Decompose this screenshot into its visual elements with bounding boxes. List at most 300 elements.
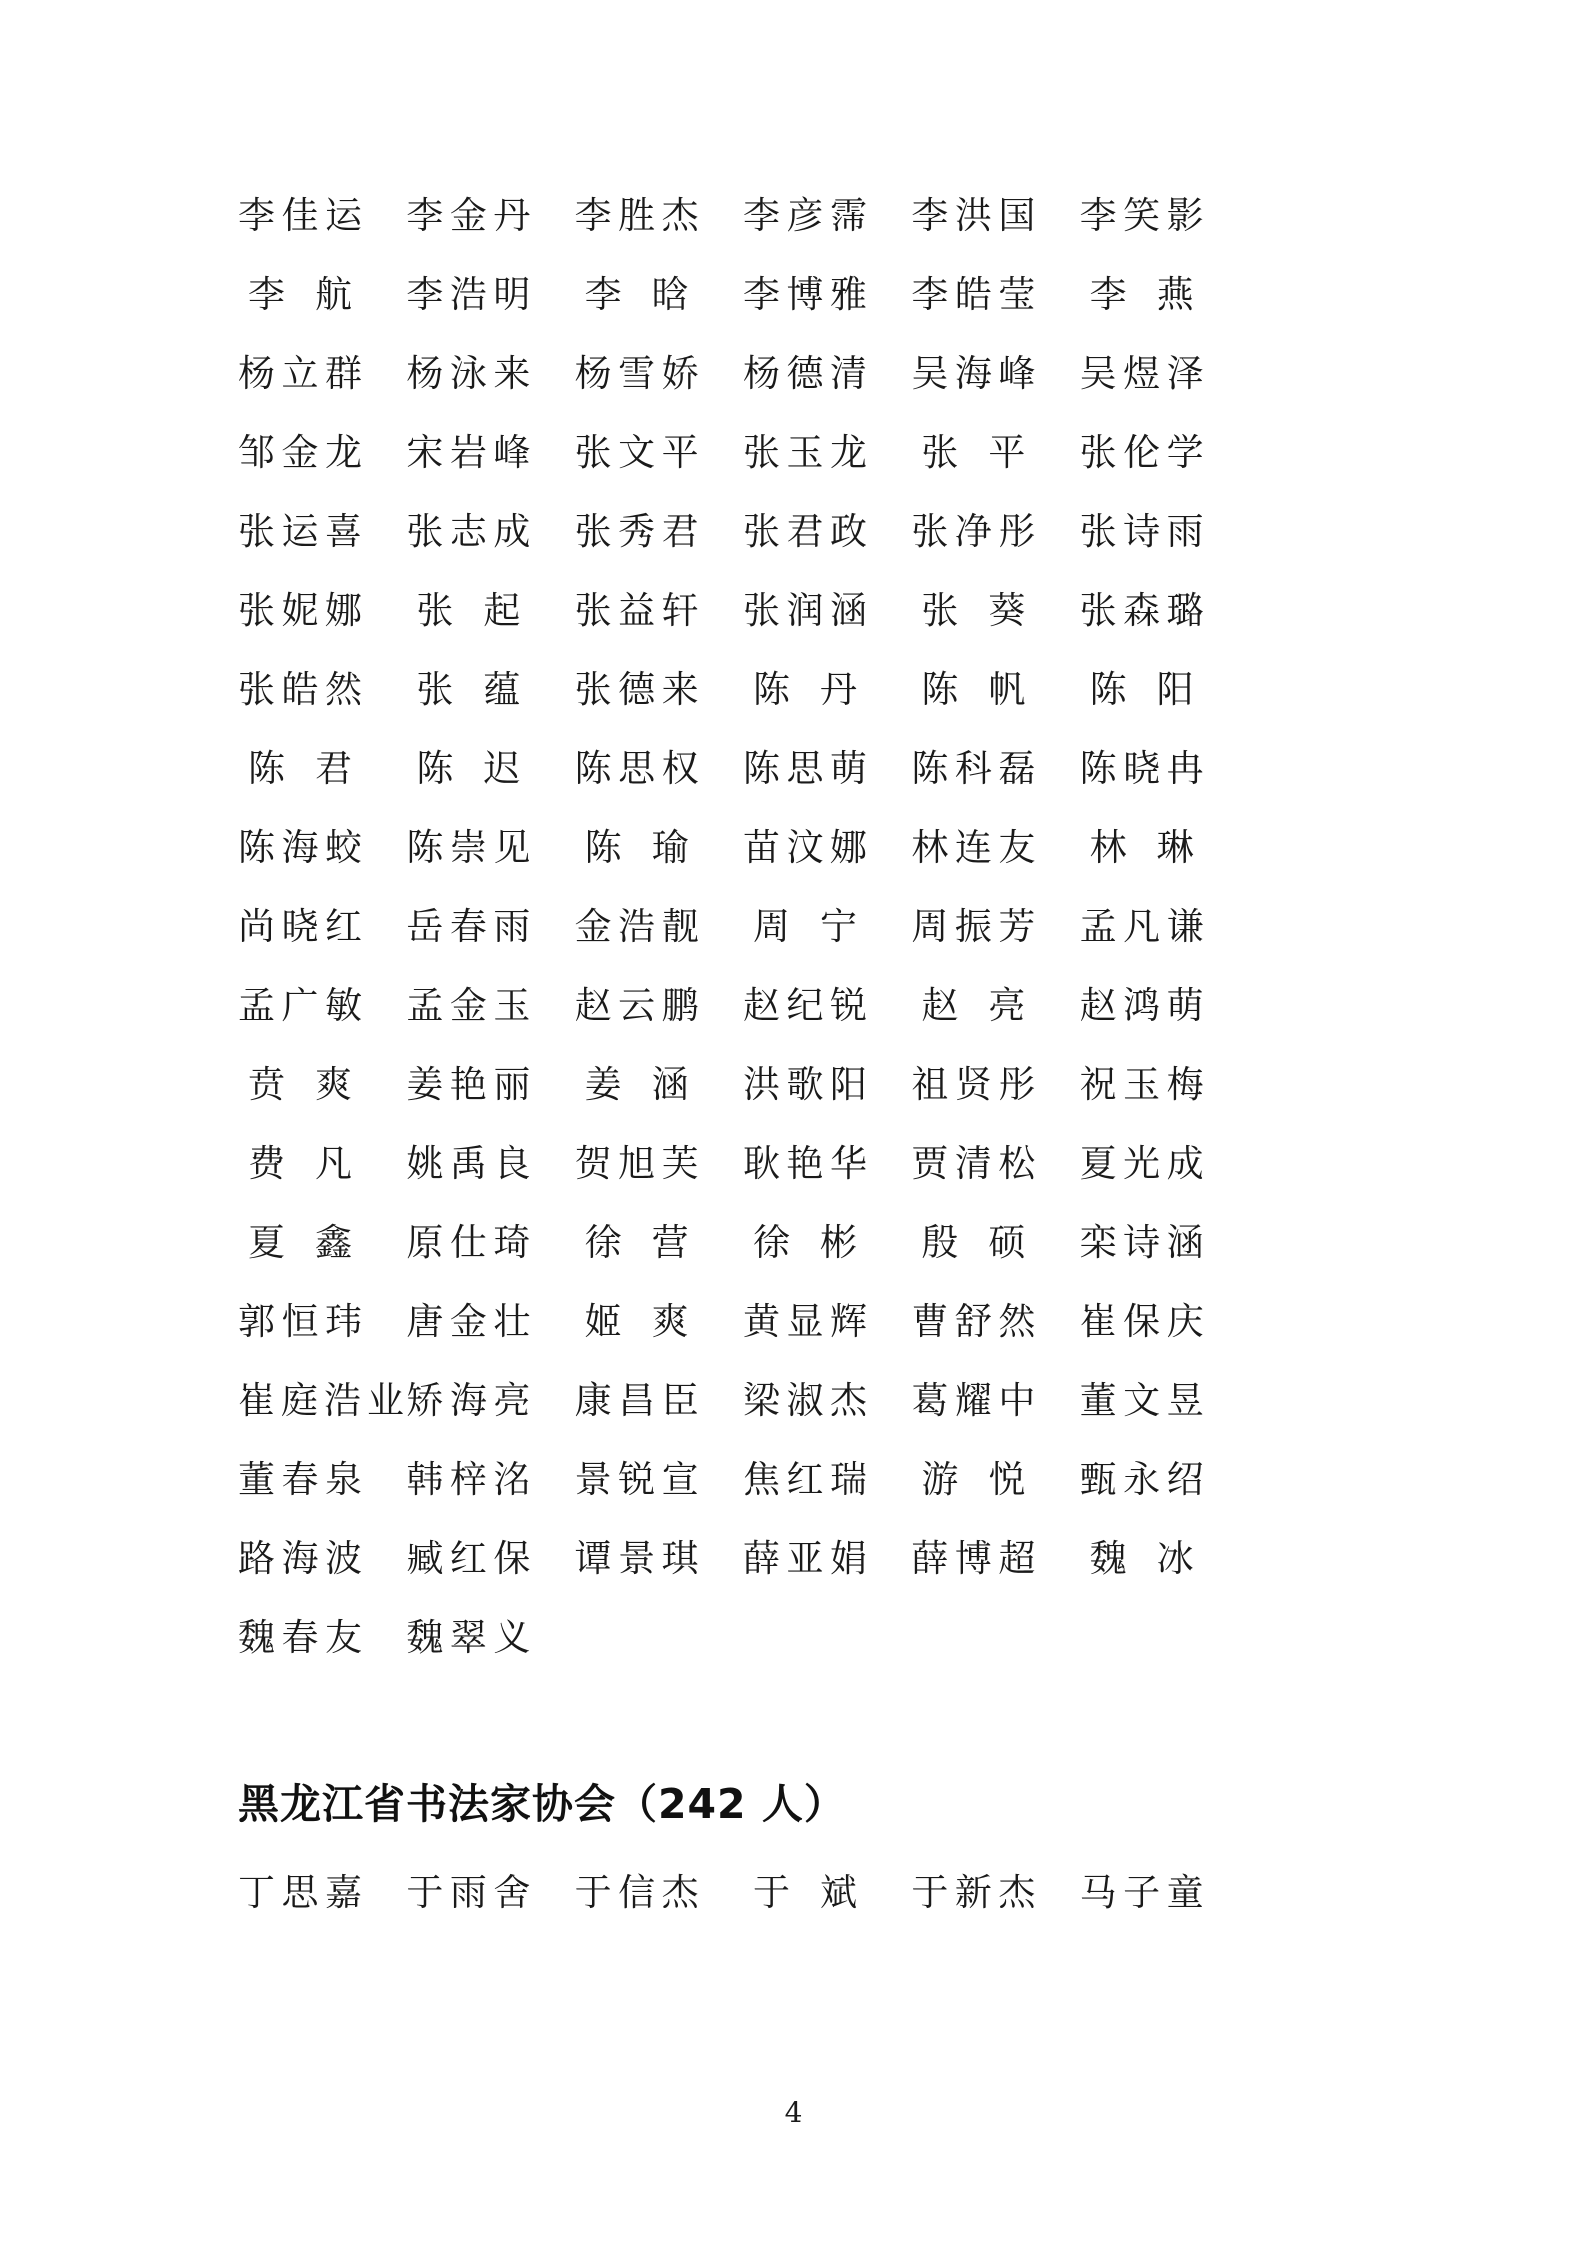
name-cell [1080,413,1248,492]
name-grid-association [238,1853,1248,1932]
name-cell [575,1440,743,1519]
name-char: 彦 [786,194,824,237]
name-char: 玉 [786,431,824,474]
name-char: 郭 [238,1300,275,1343]
name-char: 振 [954,905,992,948]
name-cell [406,1519,574,1598]
name-char: 于 [911,1871,949,1914]
name-char: 雪 [618,352,656,395]
name-cell [911,1519,1079,1598]
name-cell [238,1598,406,1677]
name-char: 明 [493,273,531,316]
name-cell [911,1203,1079,1282]
name-char: 涵 [1166,1221,1204,1264]
name-cell [406,1440,574,1519]
name-char: 邹 [238,431,275,474]
name-char: 董 [1079,1379,1117,1422]
name-char: 起 [483,589,521,632]
name-char: 杰 [998,1871,1036,1914]
name-cell [238,1203,406,1282]
name-cell [575,966,743,1045]
name-char: 赵 [921,984,959,1027]
name-char: 丽 [493,1063,531,1106]
name-char: 张 [574,589,612,632]
name-char: 吴 [911,352,949,395]
name-cell [743,1440,911,1519]
name-char: 涵 [651,1063,689,1106]
name-char: 蕴 [483,668,521,711]
name-char: 陈 [742,747,780,790]
name-char: 春 [449,905,487,948]
name-char: 友 [998,826,1036,869]
name-char: 舍 [493,1871,531,1914]
name-char: 昌 [618,1379,656,1422]
name-char: 德 [618,668,656,711]
name-char: 赵 [1079,984,1117,1027]
name-char: 臣 [661,1379,699,1422]
name-char: 绍 [1166,1458,1204,1501]
name-char: 红 [786,1458,824,1501]
name-char: 峰 [998,352,1036,395]
name-char: 保 [1123,1300,1161,1343]
name-cell [1080,1519,1248,1598]
name-char: 超 [998,1537,1036,1580]
name-cell [575,255,743,334]
name-char: 娜 [829,826,867,869]
name-char: 晗 [651,273,689,316]
name-char: 梓 [449,1458,487,1501]
name-char: 琳 [1156,826,1194,869]
name-char: 马 [1079,1871,1117,1914]
name-char: 立 [281,352,319,395]
name-cell [238,887,406,966]
name-char: 芳 [998,905,1036,948]
name-char: 红 [325,905,362,948]
name-char: 冉 [1166,747,1204,790]
name-char: 芙 [661,1142,699,1185]
name-char: 海 [281,826,319,869]
name-char: 唐 [406,1300,444,1343]
name-char: 杰 [661,1871,699,1914]
name-char: 恒 [281,1300,319,1343]
name-cell [575,808,743,887]
name-char: 子 [1123,1871,1161,1914]
name-char: 陈 [406,826,444,869]
name-cell [1080,1124,1248,1203]
name-char: 金 [574,905,612,948]
name-char: 梁 [742,1379,780,1422]
name-char: 阳 [1156,668,1194,711]
name-cell [238,1519,406,1598]
name-char: 影 [1166,194,1204,237]
name-char: 净 [954,510,992,553]
name-char: 鸿 [1123,984,1161,1027]
name-char: 于 [406,1871,444,1914]
name-char: 祝 [1079,1063,1117,1106]
name-char: 海 [449,1379,487,1422]
name-cell [406,650,574,729]
name-char: 悦 [988,1458,1026,1501]
name-char: 雅 [829,273,867,316]
name-cell [743,1853,911,1932]
name-char: 徐 [584,1221,622,1264]
name-char: 姜 [406,1063,444,1106]
name-char: 李 [1089,273,1127,316]
name-char: 来 [493,352,531,395]
name-char: 陈 [921,668,959,711]
name-char: 赵 [574,984,612,1027]
name-char: 娜 [325,589,362,632]
name-char: 焦 [742,1458,780,1501]
name-char: 新 [954,1871,992,1914]
name-char: 浩 [324,1379,361,1422]
name-char: 崔 [1079,1300,1117,1343]
name-cell [238,1124,406,1203]
name-char: 丹 [819,668,857,711]
name-char: 苗 [742,826,780,869]
name-cell [575,650,743,729]
name-char: 志 [449,510,487,553]
name-char: 涵 [829,589,867,632]
name-char: 姜 [584,1063,622,1106]
name-char: 陈 [1089,668,1127,711]
name-cell [406,1853,574,1932]
name-char: 陈 [238,826,275,869]
name-cell [1080,255,1248,334]
name-char: 贤 [954,1063,992,1106]
name-cell [1080,1203,1248,1282]
name-char: 陈 [416,747,454,790]
name-cell [575,1853,743,1932]
name-char: 诗 [1123,510,1161,553]
name-char: 义 [493,1616,531,1659]
name-cell [575,413,743,492]
name-char: 张 [416,589,454,632]
name-char: 张 [921,589,959,632]
name-char: 尚 [238,905,275,948]
name-char: 华 [829,1142,867,1185]
name-char: 宋 [406,431,444,474]
name-char: 森 [1123,589,1161,632]
name-cell [406,176,574,255]
name-char: 纪 [786,984,824,1027]
name-char: 李 [742,273,780,316]
name-char: 连 [954,826,992,869]
name-char: 杨 [574,352,612,395]
name-char: 原 [406,1221,444,1264]
name-char: 甄 [1079,1458,1117,1501]
name-char: 李 [406,194,444,237]
name-cell [743,887,911,966]
name-cell [238,1853,406,1932]
name-char: 翠 [449,1616,487,1659]
name-char: 萌 [829,747,867,790]
name-char: 魏 [406,1616,444,1659]
name-char: 丹 [493,194,531,237]
name-cell [406,1361,574,1440]
name-cell [911,255,1079,334]
name-cell [1080,1853,1248,1932]
name-cell [406,887,574,966]
name-char: 谦 [1166,905,1204,948]
name-char: 禹 [449,1142,487,1185]
name-cell [238,808,406,887]
name-char: 张 [574,510,612,553]
name-cell [911,571,1079,650]
name-char: 贲 [248,1063,285,1106]
name-char: 陈 [574,747,612,790]
name-char: 矫 [406,1379,444,1422]
name-char: 艳 [786,1142,824,1185]
name-char: 喜 [325,510,362,553]
name-char: 平 [661,431,699,474]
name-char: 迟 [483,747,521,790]
name-char: 松 [998,1142,1036,1185]
name-cell [575,176,743,255]
name-char: 张 [574,431,612,474]
name-char: 浩 [618,905,656,948]
name-char: 红 [449,1537,487,1580]
name-char: 宁 [819,905,857,948]
name-char: 徐 [752,1221,790,1264]
name-char: 臧 [406,1537,444,1580]
name-char: 祖 [911,1063,949,1106]
name-char: 魏 [1089,1537,1127,1580]
name-char: 群 [325,352,362,395]
name-char: 君 [786,510,824,553]
name-cell [1080,1045,1248,1124]
name-char: 笑 [1123,194,1161,237]
name-char: 琦 [493,1221,531,1264]
name-cell [406,571,574,650]
name-cell [743,571,911,650]
name-char: 阳 [829,1063,867,1106]
name-cell [575,1045,743,1124]
name-char: 李 [911,273,949,316]
name-cell [575,1203,743,1282]
name-cell [743,413,911,492]
name-char: 于 [752,1871,790,1914]
name-char: 玮 [325,1300,362,1343]
name-char: 张 [742,431,780,474]
name-char: 平 [988,431,1026,474]
name-cell [1080,808,1248,887]
name-char: 泳 [449,352,487,395]
name-char: 运 [281,510,319,553]
name-cell [238,1045,406,1124]
name-cell [406,729,574,808]
name-cell [406,334,574,413]
name-cell [911,887,1079,966]
name-cell [743,1045,911,1124]
name-char: 亮 [493,1379,531,1422]
name-cell [406,1282,574,1361]
name-char: 金 [449,194,487,237]
name-cell [575,334,743,413]
name-char: 张 [238,668,275,711]
name-char: 博 [954,1537,992,1580]
name-char: 来 [661,668,699,711]
name-char: 凡 [315,1142,352,1185]
name-char: 栾 [1079,1221,1117,1264]
name-cell [911,1045,1079,1124]
name-char: 岩 [449,431,487,474]
name-char: 李 [1079,194,1117,237]
name-char: 路 [238,1537,275,1580]
name-char: 亮 [988,984,1026,1027]
name-cell [911,413,1079,492]
name-char: 陈 [911,747,949,790]
name-char: 淑 [786,1379,824,1422]
name-char: 景 [574,1458,612,1501]
name-char: 孟 [238,984,275,1027]
name-char: 中 [998,1379,1036,1422]
name-char: 娇 [661,352,699,395]
name-cell [1080,729,1248,808]
name-char: 玉 [493,984,531,1027]
name-char: 诗 [1123,1221,1161,1264]
name-char: 广 [281,984,319,1027]
name-char: 陈 [752,668,790,711]
name-cell [1080,1282,1248,1361]
page-number: 4 [784,2096,803,2129]
name-cell [1080,1440,1248,1519]
name-char: 清 [829,352,867,395]
name-char: 亚 [786,1537,824,1580]
name-char: 崔 [238,1379,275,1422]
name-char: 营 [651,1221,689,1264]
name-char: 景 [618,1537,656,1580]
name-cell [743,176,911,255]
name-char: 博 [786,273,824,316]
name-cell [238,1440,406,1519]
name-cell [911,808,1079,887]
name-char: 光 [1123,1142,1161,1185]
name-char: 周 [911,905,949,948]
name-cell [743,966,911,1045]
name-char: 斌 [819,1871,857,1914]
name-char: 杨 [406,352,444,395]
name-cell [1080,1361,1248,1440]
name-char: 张 [574,668,612,711]
name-cell [743,1519,911,1598]
name-char: 壮 [493,1300,531,1343]
name-char: 李 [911,194,949,237]
name-cell [406,808,574,887]
name-char: 彬 [819,1221,857,1264]
name-char: 泉 [325,1458,362,1501]
name-char: 见 [493,826,531,869]
name-cell [743,1203,911,1282]
name-char: 秀 [618,510,656,553]
name-cell [743,255,911,334]
name-char: 于 [574,1871,612,1914]
name-char: 康 [574,1379,612,1422]
name-char: 洺 [493,1458,531,1501]
name-cell [406,1124,574,1203]
name-char: 旭 [618,1142,656,1185]
name-char: 夏 [248,1221,285,1264]
name-char: 权 [661,747,699,790]
name-char: 浩 [449,273,487,316]
name-cell [911,176,1079,255]
name-char: 清 [954,1142,992,1185]
name-char: 贾 [911,1142,949,1185]
name-cell [238,413,406,492]
name-char: 葵 [988,589,1026,632]
name-char: 韩 [406,1458,444,1501]
name-char: 爽 [315,1063,352,1106]
name-char: 张 [1079,431,1117,474]
name-char: 张 [742,510,780,553]
name-char: 金 [449,1300,487,1343]
name-char: 李 [584,273,622,316]
name-char: 航 [315,273,352,316]
name-char: 佳 [281,194,319,237]
name-cell [911,334,1079,413]
name-char: 赵 [742,984,780,1027]
name-char: 春 [281,1458,319,1501]
name-char: 彤 [998,1063,1036,1106]
name-cell [406,1203,574,1282]
name-char: 思 [618,747,656,790]
name-char: 轩 [661,589,699,632]
name-char: 国 [998,194,1036,237]
name-char: 雨 [449,1871,487,1914]
name-char: 爽 [651,1300,689,1343]
name-cell [911,1598,1079,1677]
name-cell [238,650,406,729]
name-char: 李 [574,194,612,237]
name-char: 姚 [406,1142,444,1185]
name-char: 梅 [1166,1063,1204,1106]
name-cell [575,1598,743,1677]
name-char: 张 [1079,589,1117,632]
name-char: 保 [493,1537,531,1580]
name-cell [1080,650,1248,729]
name-cell [911,1440,1079,1519]
name-char: 陈 [248,747,285,790]
name-char: 科 [954,747,992,790]
name-char: 李 [238,194,275,237]
name-char: 仕 [449,1221,487,1264]
name-char: 思 [281,1871,319,1914]
name-cell [911,1124,1079,1203]
name-char: 费 [248,1142,285,1185]
name-cell [1080,334,1248,413]
name-char: 孟 [1079,905,1117,948]
name-char: 谭 [574,1537,612,1580]
name-char: 文 [1123,1379,1161,1422]
name-char: 庆 [1166,1300,1204,1343]
name-char: 张 [406,510,444,553]
name-char: 海 [954,352,992,395]
name-char: 张 [742,589,780,632]
name-char: 海 [281,1537,319,1580]
name-char: 张 [921,431,959,474]
name-char: 丁 [238,1871,275,1914]
name-char: 成 [1166,1142,1204,1185]
name-cell [743,1282,911,1361]
name-char: 鹏 [661,984,699,1027]
name-char: 冰 [1156,1537,1194,1580]
name-cell [575,887,743,966]
name-cell [1080,492,1248,571]
name-char: 洪 [742,1063,780,1106]
name-char: 杨 [238,352,275,395]
name-char: 硕 [988,1221,1026,1264]
name-char: 宣 [661,1458,699,1501]
